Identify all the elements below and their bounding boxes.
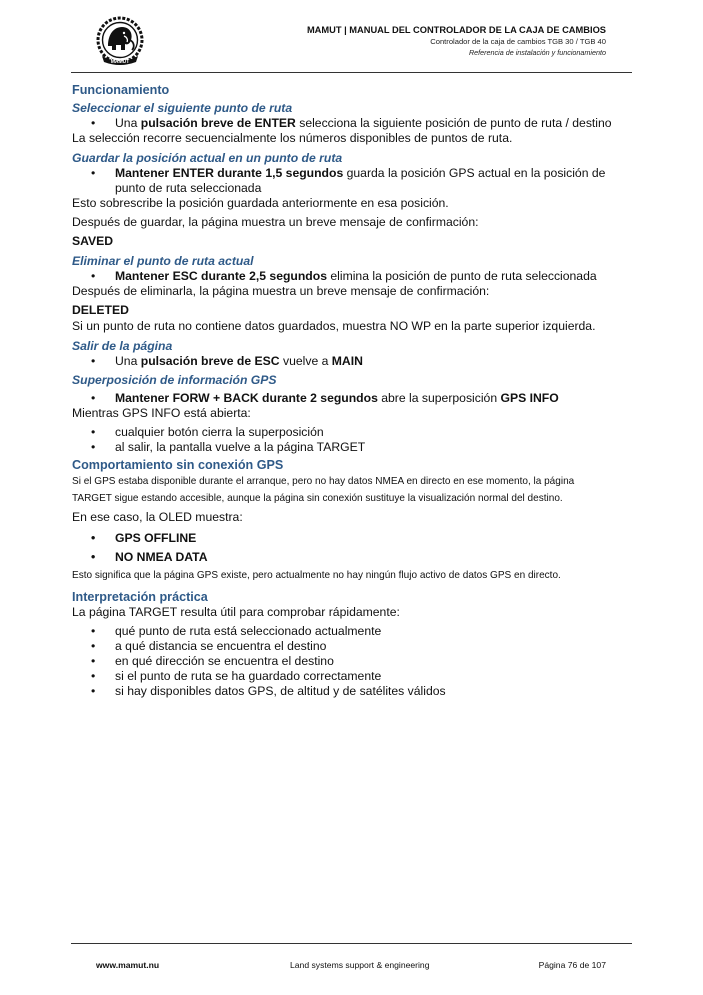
list-item: • Mantener ENTER durante 1,5 segundos guarda la posición GPS actual en la posición de punto de ruta seleccionada: [72, 166, 634, 196]
paragraph: Mientras GPS INFO está abierta:: [72, 406, 251, 420]
paragraph: En ese caso, la OLED muestra:: [72, 510, 243, 524]
confirmation-message: DELETED: [72, 303, 129, 317]
document-subtitle: Controlador de la caja de cambios TGB 30 / TGB 40: [430, 37, 606, 46]
bullet-list: [72, 391, 634, 406]
bullet-list: [72, 529, 634, 567]
main-content: [72, 82, 634, 699]
bullet-list: [72, 166, 634, 196]
list-item: • cualquier botón cierra la superposición: [72, 425, 634, 440]
subsection-heading: Eliminar el punto de ruta actual: [72, 254, 254, 268]
paragraph: Si el GPS estaba disponible durante el arranque, pero no hay datos NMEA en directo en ese momento, la página: [72, 476, 575, 487]
bullet-list: [72, 425, 634, 455]
section-heading: Funcionamiento: [72, 83, 170, 97]
bullet-list: [72, 116, 634, 131]
document-title: MAMUT | MANUAL DEL CONTROLADOR DE LA CAJA DE CAMBIOS: [306, 25, 606, 35]
list-item: • Una pulsación breve de ESC vuelve a MAIN: [72, 354, 634, 369]
paragraph: TARGET sigue estando accesible, aunque la página sin conexión sustituye la visualización normal del destino.: [72, 493, 563, 504]
paragraph: Esto sobrescribe la posición guardada anteriormente en esa posición.: [72, 196, 449, 210]
mamut-logo: [94, 16, 146, 66]
list-item: • Mantener ESC durante 2,5 segundos elimina la posición de punto de ruta seleccionada: [72, 269, 634, 284]
section-heading: Interpretación práctica: [72, 590, 208, 604]
paragraph: Esto significa que la página GPS existe, pero actualmente no hay ningún flujo activo de datos GPS en directo.: [72, 570, 561, 581]
page-header: [307, 25, 606, 58]
list-item: • qué punto de ruta está seleccionado actualmente: [72, 624, 634, 639]
document-subsubtitle: Referencia de instalación y funcionamiento: [468, 48, 606, 57]
subsection-heading: Guardar la posición actual en un punto de ruta: [72, 151, 343, 165]
header-divider: [71, 72, 632, 73]
paragraph: La página TARGET resulta útil para comprobar rápidamente:: [72, 605, 400, 619]
list-item: • en qué dirección se encuentra el destino: [72, 654, 634, 669]
list-item: • si el punto de ruta se ha guardado correctamente: [72, 669, 634, 684]
svg-text:MAMUT: MAMUT: [110, 59, 130, 65]
paragraph: Después de eliminarla, la página muestra un breve mensaje de confirmación:: [72, 284, 490, 298]
subsection-heading: Salir de la página: [72, 339, 173, 353]
paragraph: Después de guardar, la página muestra un breve mensaje de confirmación:: [72, 215, 479, 229]
confirmation-message: SAVED: [72, 234, 114, 248]
list-item: • NO NMEA DATA: [72, 548, 634, 567]
footer-divider: [71, 943, 632, 944]
list-item: • al salir, la pantalla vuelve a la página TARGET: [72, 440, 634, 455]
bullet-list: [72, 269, 634, 284]
list-item: • Una pulsación breve de ENTER selecciona la siguiente posición de punto de ruta / destino: [72, 116, 634, 131]
section-heading: Comportamiento sin conexión GPS: [72, 458, 284, 472]
footer-website: www.mamut.nu: [96, 960, 160, 970]
footer-tagline: Land systems support & engineering: [290, 960, 430, 970]
bullet-list: [72, 354, 634, 369]
bullet-list: [72, 624, 634, 699]
subsection-heading: Superposición de información GPS: [72, 373, 277, 387]
footer-page-number: Página 76 de 107: [538, 960, 606, 970]
paragraph: La selección recorre secuencialmente los números disponibles de puntos de ruta.: [72, 131, 513, 145]
list-item: • si hay disponibles datos GPS, de altitud y de satélites válidos: [72, 684, 634, 699]
list-item: • GPS OFFLINE: [72, 529, 634, 548]
list-item: • Mantener FORW + BACK durante 2 segundos abre la superposición GPS INFO: [72, 391, 634, 406]
paragraph: Si un punto de ruta no contiene datos guardados, muestra NO WP en la parte superior izquierda.: [72, 319, 596, 333]
list-item: • a qué distancia se encuentra el destino: [72, 639, 634, 654]
subsection-heading: Seleccionar el siguiente punto de ruta: [72, 101, 293, 115]
